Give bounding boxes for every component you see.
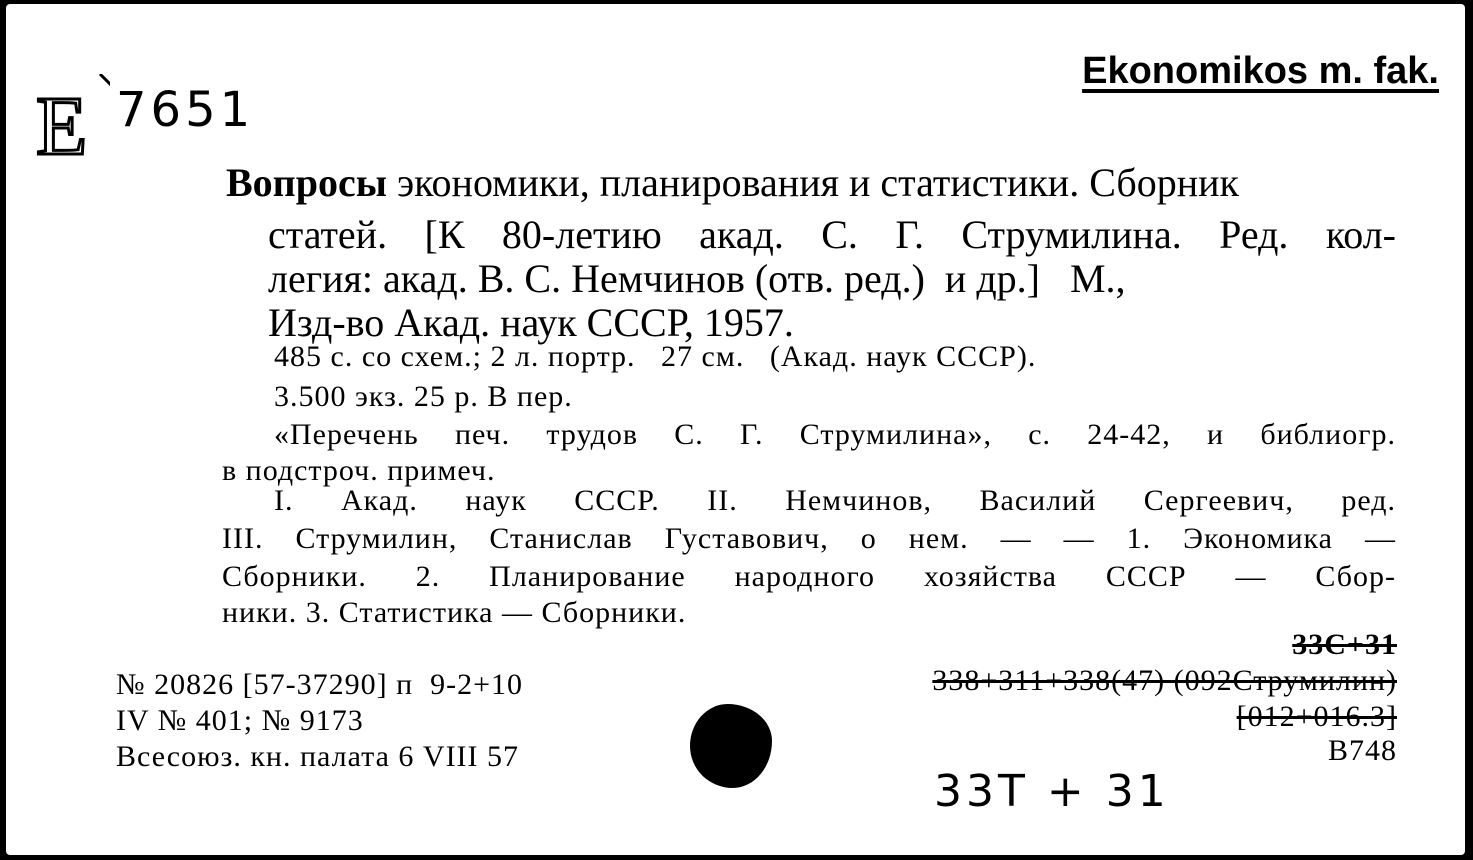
tracings-line-2: III. Струмилин, Станислав Густавович, о нем. — — 1. Экономика —	[222, 522, 1396, 555]
tracings-line-3: Сборники. 2. Планирование народного хозяйства СССР — Сбор-	[222, 560, 1396, 593]
title-bold: Вопросы	[226, 160, 387, 205]
title-line-2: статей. [К 80-летию акад. С. Г. Струмилина. Ред. кол-	[268, 212, 1396, 257]
stamp-letter: E	[36, 80, 88, 164]
handwritten-classification: 33Т + 31	[934, 766, 1170, 817]
inventory-number: 7651	[116, 82, 255, 138]
classification-code: В748	[1327, 734, 1397, 767]
notes-line-1: «Перечень печ. трудов С. Г. Струмилина», с. 24-42, и библиогр.	[274, 418, 1396, 451]
physical-line-1: 485 с. со схем.; 2 л. портр. 27 см. (Акад. наук СССР).	[274, 340, 1037, 373]
tracings-line-4: ники. 3. Статистика — Сборники.	[222, 596, 687, 629]
title-line-4: Изд-во Акад. наук СССР, 1957.	[268, 300, 794, 345]
classification-crossed-top: 33С+31	[1292, 628, 1397, 661]
faculty-stamp: Ekonomikos m. fak.	[1082, 50, 1439, 92]
title-text: экономики, планирования и статистики. Сборник	[386, 160, 1239, 205]
classification-crossed-main: 338+311+338(47) (092Струмилин)	[932, 664, 1397, 697]
title-line-1	[226, 160, 1396, 206]
library-stamp	[30, 74, 110, 164]
ink-blot	[690, 704, 772, 788]
physical-line-2: 3.500 экз. 25 р. В пер.	[274, 380, 573, 413]
classification-crossed-bracket: [012+016.3]	[1236, 700, 1397, 733]
catalog-card	[6, 4, 1465, 855]
notes-line-2: в подстроч. примеч.	[222, 454, 496, 487]
title-line-3: легия: акад. В. С. Немчинов (отв. ред.) и др.] М.,	[268, 256, 1126, 301]
registry-line-2: IV № 401; № 9173	[116, 704, 364, 737]
registry-line-1: № 20826 [57-37290] п 9-2+10	[116, 668, 524, 701]
registry-line-3: Всесоюз. кн. палата 6 VIII 57	[116, 740, 520, 773]
tracings-line-1: I. Акад. наук СССР. II. Немчинов, Василий Сергеевич, ред.	[274, 484, 1396, 517]
